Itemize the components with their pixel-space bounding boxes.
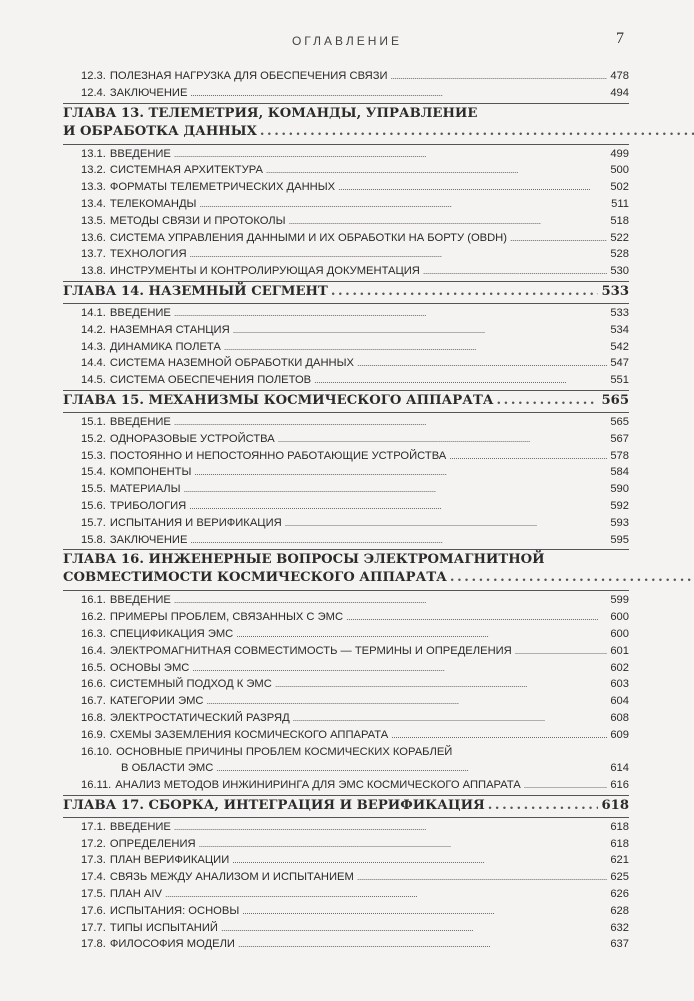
section-title: СИСТЕМНАЯ АРХИТЕКТУРА (109, 164, 263, 177)
section-title: ВВЕДЕНИЕ (109, 415, 171, 428)
toc-entry[interactable] (63, 936, 629, 953)
leader-dots (423, 263, 607, 280)
chapter-rule (63, 103, 629, 104)
chapter-rule (63, 144, 629, 145)
section-number: 17.4. (81, 871, 106, 884)
section-number: 16.10. (81, 745, 113, 758)
chapter-rule (63, 412, 629, 413)
leader-dots (391, 68, 608, 85)
section-number: 15.1. (81, 415, 106, 428)
leader-dots (515, 643, 608, 660)
section-number: 13.1. (81, 147, 106, 160)
section-title: ТЕХНОЛОГИЯ (109, 248, 187, 261)
section-number: 15.3. (81, 449, 106, 462)
toc-entry[interactable] (63, 515, 629, 532)
toc-entry[interactable] (63, 920, 629, 937)
section-page-number: 533 (610, 306, 629, 319)
section-page-number: 551 (610, 374, 629, 387)
leader-dots (260, 123, 694, 141)
section-page-number: 530 (610, 265, 629, 278)
section-title: ЭЛЕКТРОСТАТИЧЕСКИЙ РАЗРЯД (109, 711, 290, 724)
section-page-number: 600 (610, 627, 629, 640)
section-page-number: 478 (610, 70, 629, 82)
leader-dots (289, 213, 608, 230)
section-title: КОМПОНЕНТЫ (109, 466, 192, 479)
section-page-number: 578 (610, 449, 629, 462)
chapter-page-number: 533 (601, 283, 629, 299)
toc-entry[interactable] (63, 626, 629, 643)
leader-dots (266, 162, 607, 179)
section-title: ПЛАН AIV (109, 888, 162, 901)
section-title: МЕТОДЫ СВЯЗИ И ПРОТОКОЛЫ (109, 214, 286, 227)
section-page-number: 499 (610, 147, 629, 160)
section-number: 16.3. (81, 627, 106, 640)
leader-dots (314, 372, 607, 389)
chapter-heading[interactable] (63, 283, 629, 302)
toc-entry[interactable] (63, 305, 629, 322)
section-number: 15.2. (81, 432, 106, 445)
section-title: СВЯЗЬ МЕЖДУ АНАЛИЗОМ И ИСПЫТАНИЕМ (109, 871, 354, 884)
section-page-number: 528 (610, 248, 629, 261)
toc-entry[interactable] (63, 196, 629, 213)
section-page-number: 522 (610, 231, 629, 244)
section-title: ДИНАМИКА ПОЛЕТА (109, 340, 221, 353)
toc-entry[interactable] (63, 744, 629, 778)
chapter-rule (63, 281, 629, 282)
leader-dots (189, 498, 607, 515)
chapter-title-line1: ГЛАВА 16. ИНЖЕНЕРНЫЕ ВОПРОСЫ ЭЛЕКТРОМАГНИТНОЙ (63, 552, 545, 568)
section-page-number: 602 (610, 661, 629, 674)
section-title: ТРИБОЛОГИЯ (109, 499, 187, 512)
leader-dots (174, 305, 607, 322)
section-page-number: 494 (610, 86, 629, 99)
section-number: 13.4. (81, 197, 106, 210)
chapter-title-line1: ГЛАВА 13. ТЕЛЕМЕТРИЯ, КОМАНДЫ, УПРАВЛЕНИЕ (63, 105, 478, 121)
section-page-number: 614 (610, 762, 629, 775)
section-number: 13.3. (81, 181, 106, 194)
section-page-number: 603 (610, 678, 629, 691)
chapter-rule (63, 795, 629, 796)
section-number: 17.7. (81, 921, 106, 934)
section-title: ТИПЫ ИСПЫТАНИЙ (109, 921, 218, 934)
section-title: ФИЛОСОФИЯ МОДЕЛИ (109, 938, 235, 951)
section-title: АНАЛИЗ МЕТОДОВ ИНЖИНИРИНГА ДЛЯ ЭМС КОСМИЧЕСКОГО АППАРАТА (115, 779, 521, 792)
toc-entry[interactable] (63, 643, 629, 660)
toc-entry[interactable] (63, 481, 629, 498)
toc-entry[interactable] (63, 660, 629, 677)
section-number: 12.4. (81, 86, 106, 99)
section-number: 15.5. (81, 483, 106, 496)
section-title: ПЛАН ВЕРИФИКАЦИИ (109, 854, 230, 867)
section-page-number: 518 (610, 214, 629, 227)
leader-dots (190, 85, 607, 102)
section-page-number: 621 (610, 854, 629, 867)
leader-dots (194, 464, 607, 481)
leader-dots (391, 727, 607, 744)
section-page-number: 542 (610, 340, 629, 353)
section-title: СИСТЕМА ОБЕСПЕЧЕНИЯ ПОЛЕТОВ (109, 374, 312, 387)
chapter-rule (63, 817, 629, 818)
section-title: ВВЕДЕНИЕ (109, 820, 171, 833)
section-title: СПЕЦИФИКАЦИЯ ЭМС (109, 627, 234, 640)
toc-entry[interactable] (63, 68, 629, 85)
toc-entry[interactable] (63, 464, 629, 481)
chapter-page-number: 618 (601, 797, 629, 813)
leader-dots (450, 569, 694, 587)
section-title: ФОРМАТЫ ТЕЛЕМЕТРИЧЕСКИХ ДАННЫХ (109, 181, 336, 194)
section-page-number: 626 (610, 888, 629, 901)
toc-entry[interactable] (63, 727, 629, 744)
section-page-number: 584 (610, 466, 629, 479)
running-header: ОГЛАВЛЕНИЕ (291, 34, 403, 48)
chapter-heading[interactable] (63, 797, 629, 816)
section-title: КАТЕГОРИИ ЭМС (109, 695, 204, 708)
section-page-number: 511 (611, 197, 629, 210)
section-title: МАТЕРИАЛЫ (109, 483, 181, 496)
section-number: 17.2. (81, 837, 106, 850)
section-title: ОПРЕДЕЛЕНИЯ (109, 837, 196, 850)
toc-entry[interactable] (63, 869, 629, 886)
section-number: 16.4. (81, 644, 106, 657)
leader-dots (524, 777, 608, 794)
section-title: ЗАКЛЮЧЕНИЕ (109, 86, 188, 99)
section-number: 14.1. (81, 306, 106, 319)
chapter-title-line2: СОВМЕСТИМОСТИ КОСМИЧЕСКОГО АППАРАТА (63, 570, 447, 586)
section-page-number: 599 (610, 594, 629, 607)
section-title: ПРИМЕРЫ ПРОБЛЕМ, СВЯЗАННЫХ С ЭМС (109, 611, 344, 624)
leader-dots (357, 355, 607, 372)
leader-dots (174, 819, 607, 836)
section-title: СИСТЕМА НАЗЕМНОЙ ОБРАБОТКИ ДАННЫХ (109, 357, 354, 370)
leader-dots (338, 179, 607, 196)
section-title: ПОЛЕЗНАЯ НАГРУЗКА ДЛЯ ОБЕСПЕЧЕНИЯ СВЯЗИ (109, 70, 388, 82)
chapter-title: ГЛАВА 14. НАЗЕМНЫЙ СЕГМЕНТ (63, 283, 328, 299)
leader-dots (357, 869, 608, 886)
toc-entry[interactable] (63, 355, 629, 372)
leader-dots (232, 852, 607, 869)
leader-dots (165, 886, 607, 903)
leader-dots (331, 283, 599, 301)
toc-entry[interactable] (63, 836, 629, 853)
toc-entry[interactable] (63, 532, 629, 549)
section-page-number: 601 (610, 644, 629, 657)
chapter-rule (63, 590, 629, 591)
section-title: ПОСТОЯННО И НЕПОСТОЯННО РАБОТАЮЩИЕ УСТРОЙСТВА (109, 449, 447, 462)
leader-dots (238, 936, 607, 953)
leader-dots (275, 676, 607, 693)
section-page-number: 618 (610, 837, 629, 850)
leader-dots (207, 693, 608, 710)
section-title: ВВЕДЕНИЕ (109, 306, 171, 319)
section-number: 16.8. (81, 711, 106, 724)
leader-dots (174, 414, 607, 431)
section-title: ТЕЛЕКОМАНДЫ (109, 197, 197, 210)
toc-entry[interactable] (63, 852, 629, 869)
section-title: ИСПЫТАНИЯ: ОСНОВЫ (109, 904, 240, 917)
section-page-number: 608 (610, 711, 629, 724)
section-number: 17.3. (81, 854, 106, 867)
chapter-title: ГЛАВА 15. МЕХАНИЗМЫ КОСМИЧЕСКОГО АППАРАТА (63, 392, 494, 408)
section-page-number: 565 (610, 415, 629, 428)
section-number: 15.6. (81, 499, 106, 512)
section-number: 17.1. (81, 820, 106, 833)
section-number: 14.4. (81, 357, 106, 370)
toc-entry[interactable] (63, 322, 629, 339)
section-number: 15.4. (81, 466, 106, 479)
section-number: 16.7. (81, 695, 106, 708)
leader-dots (221, 920, 607, 937)
section-title: ЗАКЛЮЧЕНИЕ (109, 533, 188, 546)
leader-dots (236, 626, 607, 643)
section-title: ОСНОВНЫЕ ПРИЧИНЫ ПРОБЛЕМ КОСМИЧЕСКИХ КОРАБЛЕЙ (116, 745, 453, 758)
section-page-number: 625 (610, 871, 629, 884)
toc-entry[interactable] (63, 431, 629, 448)
toc-entry[interactable] (63, 448, 629, 465)
leader-dots (285, 515, 608, 532)
section-page-number: 604 (610, 695, 629, 708)
section-page-number: 567 (610, 432, 629, 445)
section-number: 16.9. (81, 728, 106, 741)
leader-dots (190, 246, 608, 263)
leader-dots (199, 836, 608, 853)
section-number: 13.7. (81, 248, 106, 261)
section-page-number: 628 (610, 904, 629, 917)
toc-entry[interactable] (63, 213, 629, 230)
toc-entry[interactable] (63, 777, 629, 794)
section-number: 15.8. (81, 533, 106, 546)
section-page-number: 592 (610, 499, 629, 512)
leader-dots (449, 448, 607, 465)
section-number: 16.2. (81, 611, 106, 624)
chapter-title: ГЛАВА 17. СБОРКА, ИНТЕГРАЦИЯ И ВЕРИФИКАЦИЯ (63, 797, 485, 813)
toc-entry[interactable] (63, 230, 629, 247)
section-number: 16.1. (81, 594, 106, 607)
section-page-number: 637 (610, 938, 629, 951)
toc-entry[interactable] (63, 498, 629, 515)
section-title: ЭЛЕКТРОМАГНИТНАЯ СОВМЕСТИМОСТЬ — ТЕРМИНЫ И ОПРЕДЕЛЕНИЯ (109, 644, 512, 657)
leader-dots (192, 660, 607, 677)
chapter-title-line2: И ОБРАБОТКА ДАННЫХ (63, 123, 257, 139)
section-page-number: 616 (610, 779, 629, 792)
section-number: 14.2. (81, 323, 106, 336)
section-title: СИСТЕМНЫЙ ПОДХОД К ЭМС (109, 678, 272, 691)
section-number: 17.8. (81, 938, 106, 951)
section-title: СИСТЕМА УПРАВЛЕНИЯ ДАННЫМИ И ИХ ОБРАБОТКИ НА БОРТУ (OBDH) (109, 231, 507, 244)
section-page-number: 534 (610, 323, 629, 336)
leader-dots (199, 196, 608, 213)
toc-entry[interactable] (63, 339, 629, 356)
chapter-heading[interactable] (63, 392, 629, 411)
leader-dots (293, 710, 608, 727)
section-number: 13.6. (81, 231, 106, 244)
section-title: ВВЕДЕНИЕ (109, 594, 171, 607)
toc-entry[interactable] (63, 85, 629, 102)
toc-entry[interactable] (63, 819, 629, 836)
section-number: 16.11. (81, 779, 112, 792)
section-page-number: 500 (610, 164, 629, 177)
leader-dots (278, 431, 608, 448)
toc-entry[interactable] (63, 676, 629, 693)
toc-entry[interactable] (63, 162, 629, 179)
toc-entry[interactable] (63, 414, 629, 431)
leader-dots (174, 146, 607, 163)
section-number: 16.6. (81, 678, 106, 691)
section-page-number: 618 (610, 820, 629, 833)
section-title: ОСНОВЫ ЭМС (109, 661, 190, 674)
section-title: СХЕМЫ ЗАЗЕМЛЕНИЯ КОСМИЧЕСКОГО АППАРАТА (109, 728, 389, 741)
section-number: 14.3. (81, 340, 106, 353)
section-title-cont: В ОБЛАСТИ ЭМС (121, 762, 214, 775)
section-page-number: 632 (610, 921, 629, 934)
page-number: 7 (616, 30, 624, 47)
section-number: 12.3. (81, 70, 106, 82)
toc-entry[interactable] (63, 372, 629, 389)
chapter-rule (63, 390, 629, 391)
leader-dots (242, 903, 607, 920)
leader-dots (174, 592, 607, 609)
chapter-heading[interactable] (63, 105, 629, 143)
leader-dots (233, 322, 608, 339)
section-number: 17.6. (81, 904, 106, 917)
leader-dots (510, 230, 607, 247)
section-page-number: 502 (610, 181, 629, 194)
chapter-page-number: 565 (601, 392, 629, 408)
section-page-number: 600 (610, 611, 629, 624)
section-title: ИНСТРУМЕНТЫ И КОНТРОЛИРУЮЩАЯ ДОКУМЕНТАЦИЯ (109, 265, 420, 278)
section-number: 14.5. (81, 374, 106, 387)
toc-entry[interactable] (63, 886, 629, 903)
section-page-number: 593 (610, 516, 629, 529)
toc-entry[interactable] (63, 693, 629, 710)
section-number: 13.2. (81, 164, 106, 177)
section-page-number: 590 (610, 483, 629, 496)
section-page-number: 547 (610, 357, 629, 370)
chapter-rule (63, 549, 629, 550)
section-page-number: 595 (610, 533, 629, 546)
table-of-contents (63, 68, 629, 953)
leader-dots (488, 797, 599, 815)
chapter-heading[interactable] (63, 551, 629, 589)
leader-dots (224, 339, 607, 356)
toc-entry[interactable] (63, 246, 629, 263)
toc-entry[interactable] (63, 146, 629, 163)
leader-dots (190, 532, 607, 549)
section-number: 16.5. (81, 661, 106, 674)
toc-entry[interactable] (63, 592, 629, 609)
section-title: НАЗЕМНАЯ СТАНЦИЯ (109, 323, 230, 336)
leader-dots (184, 481, 608, 498)
toc-entry[interactable] (63, 710, 629, 727)
section-title: ИСПЫТАНИЯ И ВЕРИФИКАЦИЯ (109, 516, 282, 529)
leader-dots (346, 609, 607, 626)
section-number: 13.8. (81, 265, 106, 278)
toc-entry[interactable] (63, 179, 629, 196)
section-title: ОДНОРАЗОВЫЕ УСТРОЙСТВА (109, 432, 275, 445)
section-page-number: 609 (610, 728, 629, 741)
leader-dots (216, 760, 607, 777)
section-number: 15.7. (81, 516, 106, 529)
leader-dots (497, 392, 599, 410)
toc-entry[interactable] (63, 903, 629, 920)
chapter-rule (63, 303, 629, 304)
section-title: ВВЕДЕНИЕ (109, 147, 171, 160)
section-number: 17.5. (81, 888, 106, 901)
toc-entry[interactable] (63, 263, 629, 280)
toc-entry[interactable] (63, 609, 629, 626)
section-number: 13.5. (81, 214, 106, 227)
